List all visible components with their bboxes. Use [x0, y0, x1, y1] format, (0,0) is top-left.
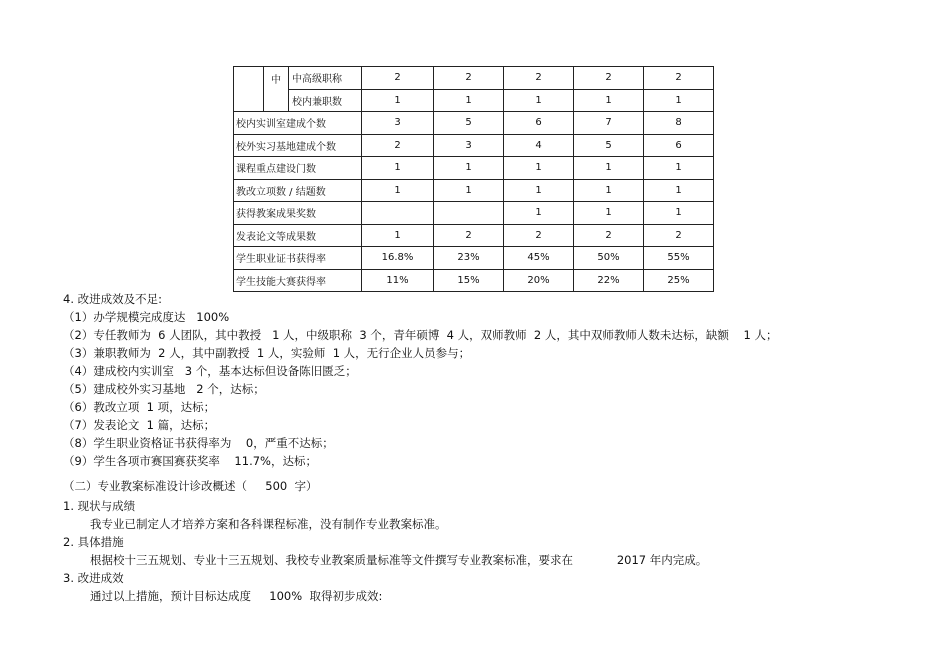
table-cell: 1	[644, 157, 714, 180]
table-cell: 1	[644, 179, 714, 202]
table-cell: 1	[574, 157, 644, 180]
group-label: 中	[264, 67, 289, 112]
table-cell: 11%	[362, 269, 434, 292]
table-cell: 1	[504, 89, 574, 112]
table-cell: 3	[362, 112, 434, 135]
table-cell: 23%	[434, 247, 504, 270]
table-row	[234, 157, 714, 180]
table-cell: 1	[574, 89, 644, 112]
table-cell: 6	[504, 112, 574, 135]
table-cell: 2	[504, 224, 574, 247]
table-cell: 1	[574, 179, 644, 202]
row-label: 校内兼职数	[289, 89, 362, 112]
list-item: （7）发表论文 1 篇，达标；	[63, 418, 216, 432]
paragraph: 根据校十三五规划、专业十三五规划、我校专业教案质量标准等文件撰写专业教案标准，要求在 2017 年内完成。	[90, 553, 708, 567]
table-cell: 8	[644, 112, 714, 135]
table-cell: 2	[362, 134, 434, 157]
table-cell: 1	[434, 89, 504, 112]
list-item: （6）教改立项 1 项，达标；	[63, 400, 216, 414]
table-row	[234, 134, 714, 157]
table-row	[234, 89, 714, 112]
data-table	[233, 66, 714, 292]
table-cell: 1	[644, 89, 714, 112]
table-cell: 1	[574, 202, 644, 225]
table-cell-blank	[234, 67, 264, 112]
row-label: 校外实习基地建成个数	[234, 134, 362, 157]
row-label: 学生职业证书获得率	[234, 247, 362, 270]
paragraph: 通过以上措施，预计目标达成度 100% 取得初步成效:	[90, 589, 383, 603]
list-item: （1）办学规模完成度达 100%	[63, 310, 230, 324]
table-cell: 1	[644, 202, 714, 225]
table-cell: 1	[362, 89, 434, 112]
row-label: 教改立项数 / 结题数	[234, 179, 362, 202]
table-cell: 22%	[574, 269, 644, 292]
table-cell: 6	[644, 134, 714, 157]
list-item: （9）学生各项市赛国赛获奖率 11.7%，达标；	[63, 454, 317, 468]
table-row	[234, 67, 714, 90]
subsection-heading: 3. 改进成效	[63, 571, 124, 585]
table-cell	[362, 202, 434, 225]
table-row	[234, 224, 714, 247]
table-cell: 1	[504, 179, 574, 202]
table-cell: 2	[434, 67, 504, 90]
section-heading: 4. 改进成效及不足:	[63, 292, 163, 306]
table-cell: 1	[434, 179, 504, 202]
row-label: 校内实训室建成个数	[234, 112, 362, 135]
table-cell: 2	[574, 224, 644, 247]
table-cell: 1	[362, 157, 434, 180]
table-cell: 15%	[434, 269, 504, 292]
list-item: （2）专任教师为 6 人团队，其中教授 1 人，中级职称 3 个，青年硕博 4 人，双师教师 2 人，其中双师教师人数未达标，缺额 1 人；	[63, 328, 778, 342]
row-label: 课程重点建设门数	[234, 157, 362, 180]
table-cell: 2	[644, 224, 714, 247]
table-cell: 1	[504, 157, 574, 180]
table-cell: 4	[504, 134, 574, 157]
table-row	[234, 179, 714, 202]
subsection-heading: 2. 具体措施	[63, 535, 124, 549]
table-cell: 1	[504, 202, 574, 225]
table-cell: 2	[574, 67, 644, 90]
list-item: （5）建成校外实习基地 2 个，达标；	[63, 382, 265, 396]
row-label: 发表论文等成果数	[234, 224, 362, 247]
table-cell: 2	[504, 67, 574, 90]
table-row	[234, 269, 714, 292]
row-label: 获得教案成果奖数	[234, 202, 362, 225]
table-cell: 1	[434, 157, 504, 180]
table-cell: 2	[644, 67, 714, 90]
table-row	[234, 247, 714, 270]
table-cell: 1	[362, 179, 434, 202]
list-item: （8）学生职业资格证书获得率为 0，严重不达标；	[63, 436, 334, 450]
table-cell: 16.8%	[362, 247, 434, 270]
table-cell: 25%	[644, 269, 714, 292]
table-cell: 3	[434, 134, 504, 157]
table-cell: 55%	[644, 247, 714, 270]
list-item: （4）建成校内实训室 3 个，基本达标但设备陈旧匮乏；	[63, 364, 357, 378]
subsection-heading: 1. 现状与成绩	[63, 499, 136, 513]
table-row	[234, 202, 714, 225]
row-label: 中高级职称	[289, 67, 362, 90]
table-cell: 45%	[504, 247, 574, 270]
table-cell: 5	[574, 134, 644, 157]
table-cell	[434, 202, 504, 225]
table-cell: 20%	[504, 269, 574, 292]
table-cell: 2	[434, 224, 504, 247]
table-cell: 7	[574, 112, 644, 135]
list-item: （3）兼职教师为 2 人，其中副教授 1 人，实验师 1 人，无行企业人员参与；	[63, 346, 471, 360]
paragraph: 我专业已制定人才培养方案和各科课程标准，没有制作专业教案标准。	[90, 517, 447, 531]
table-cell: 5	[434, 112, 504, 135]
table-cell: 1	[362, 224, 434, 247]
section-heading: （二）专业教案标准设计诊改概述（ 500 字）	[63, 479, 318, 493]
table-row	[234, 112, 714, 135]
table-cell: 50%	[574, 247, 644, 270]
table-cell: 2	[362, 67, 434, 90]
row-label: 学生技能大赛获得率	[234, 269, 362, 292]
